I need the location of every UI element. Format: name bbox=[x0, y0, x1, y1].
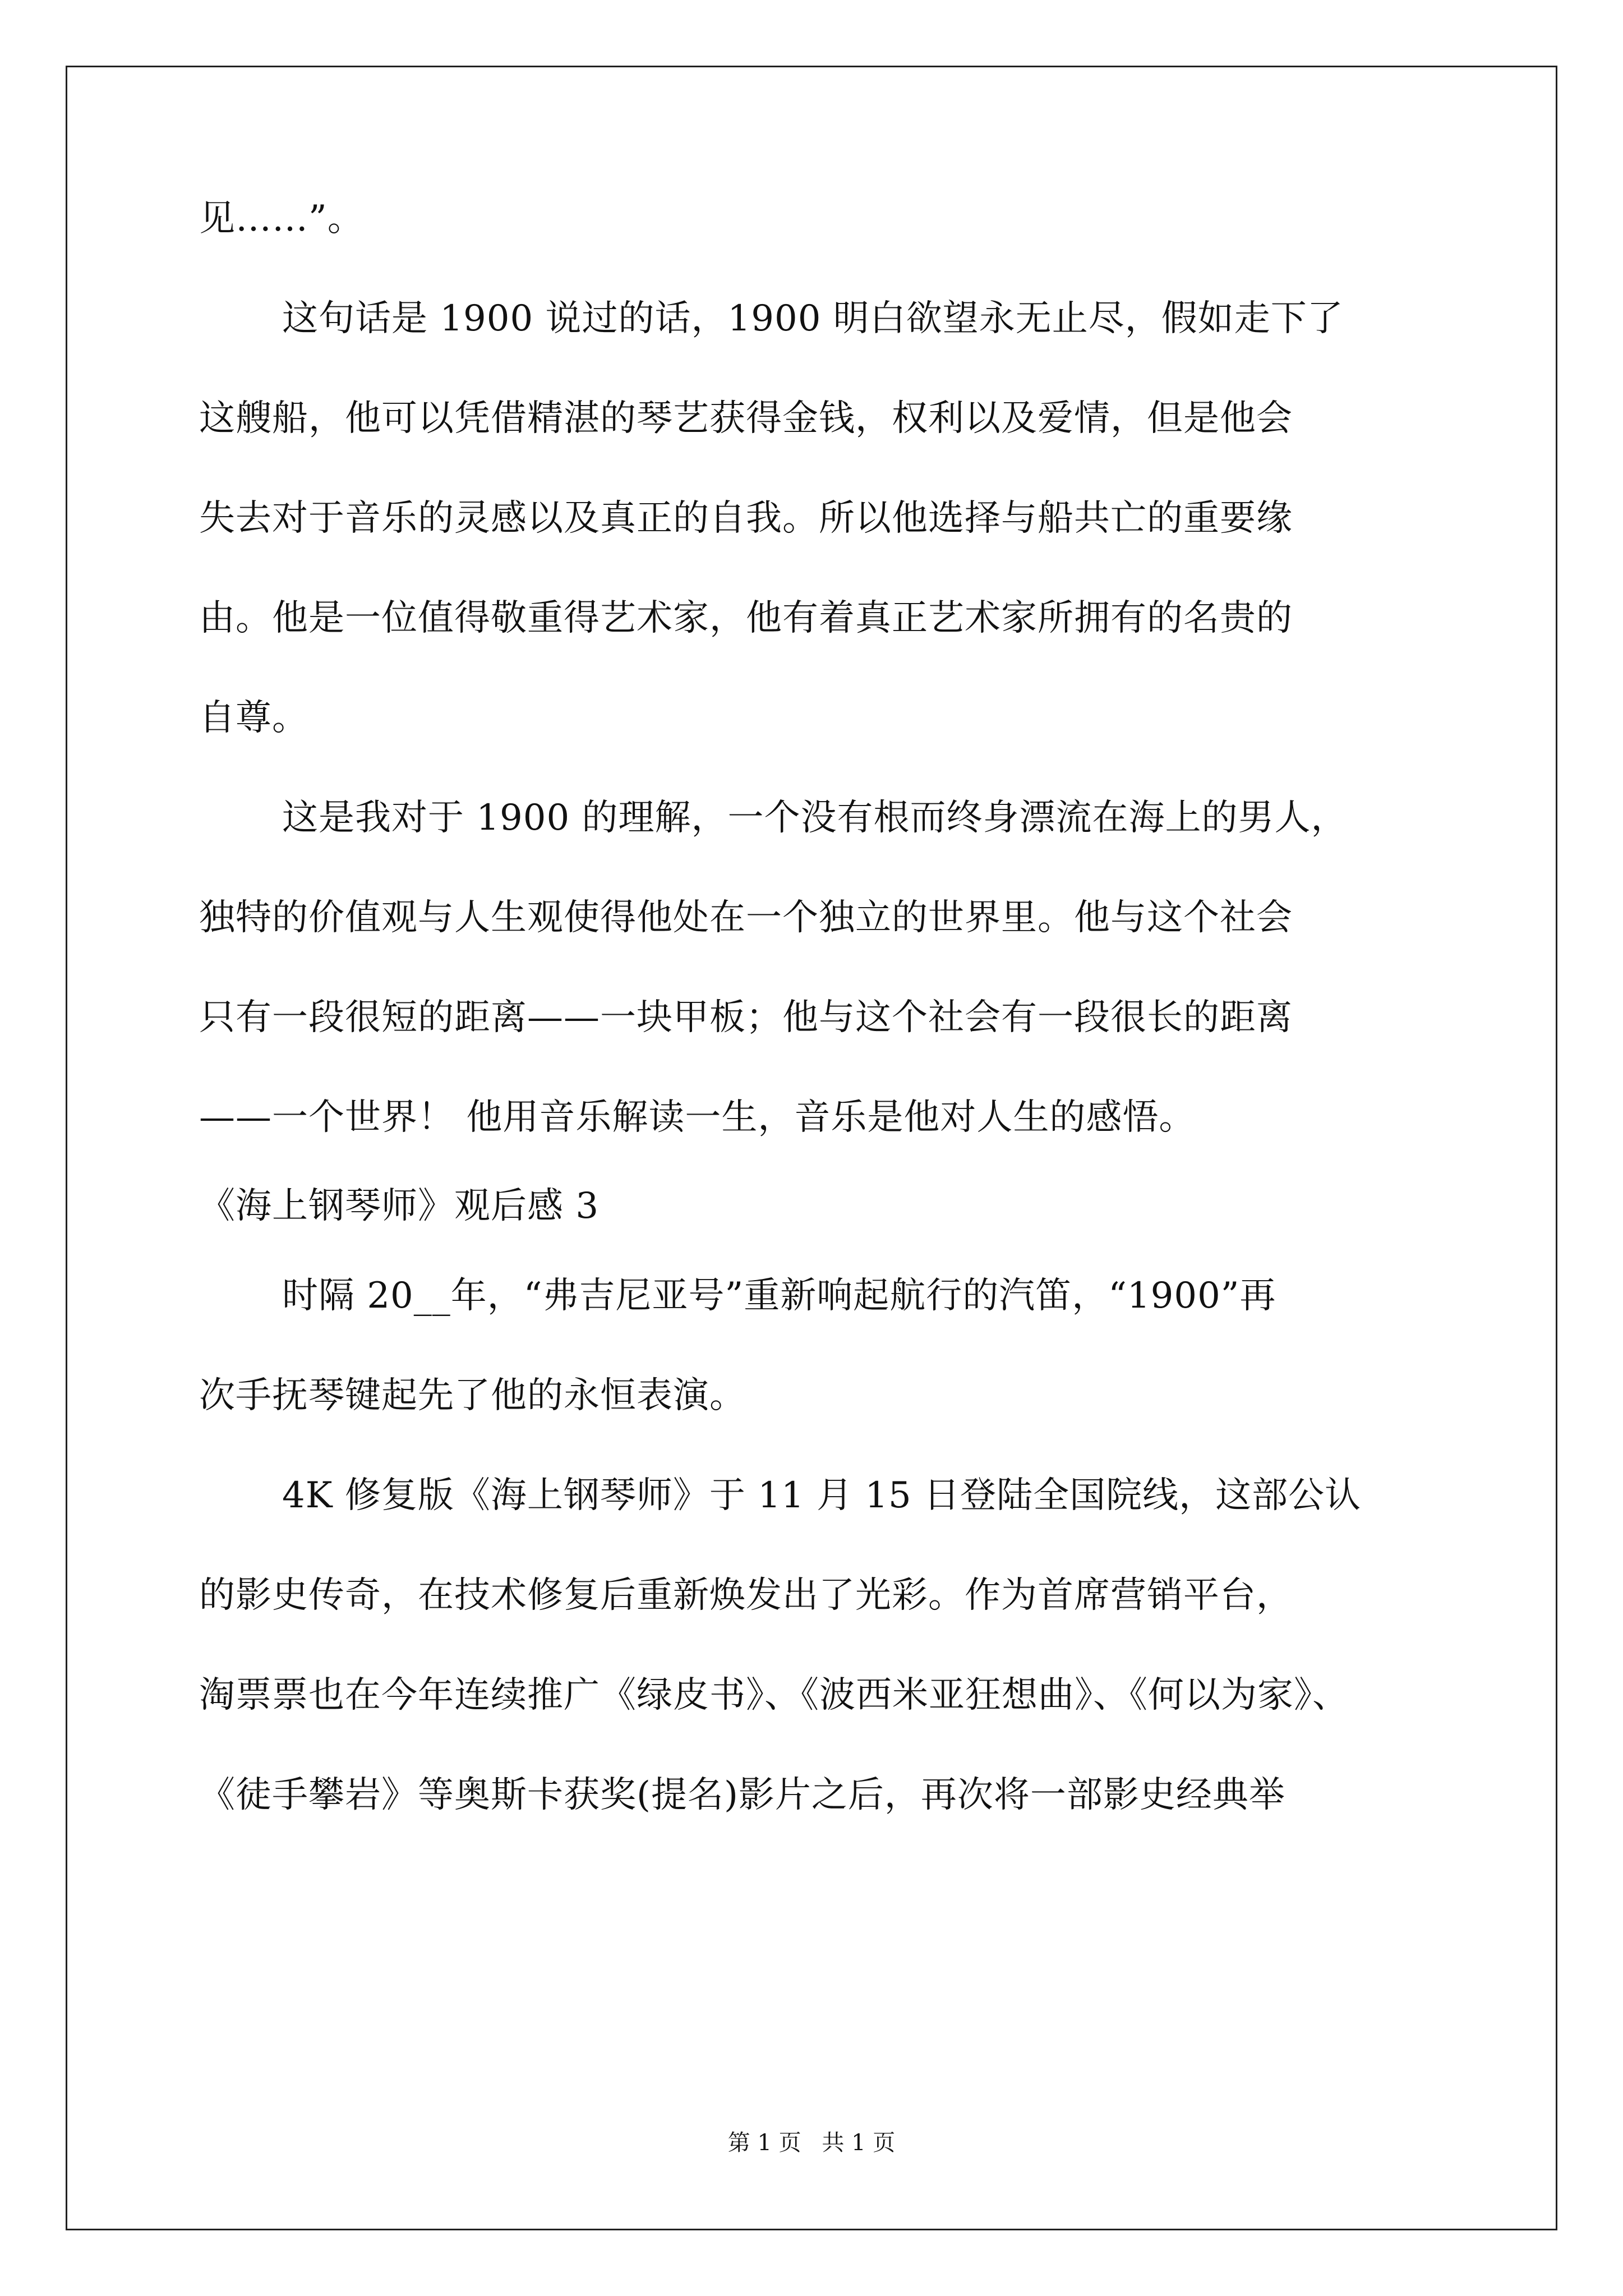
text-line: 这句话是 1900 说过的话，1900 明白欲望永无止尽，假如走下了 bbox=[282, 298, 1344, 339]
text-line: 见……”。 bbox=[199, 198, 364, 240]
text-line: 独特的价值观与人生观使得他处在一个独立的世界里。他与这个社会 bbox=[199, 897, 1293, 938]
text-line: 只有一段很短的距离——一块甲板；他与这个社会有一段很长的距离 bbox=[199, 997, 1293, 1038]
text-line: 这是我对于 1900 的理解，一个没有根而终身漂流在海上的男人， bbox=[282, 797, 1348, 839]
page-number: 第 1 页 bbox=[727, 2130, 801, 2156]
section-heading: 《海上钢琴师》观后感 3 bbox=[199, 1185, 600, 1227]
page-footer bbox=[0, 2126, 1623, 2160]
text-line: ——一个世界！ 他用音乐解读一生，音乐是他对人生的感悟。 bbox=[199, 1097, 1196, 1138]
page-total: 共 1 页 bbox=[822, 2130, 896, 2156]
text-line: 4K 修复版《海上钢琴师》于 11 月 15 日登陆全国院线，这部公认 bbox=[282, 1475, 1362, 1516]
text-line: 这艘船，他可以凭借精湛的琴艺获得金钱，权利以及爱情，但是他会 bbox=[199, 398, 1293, 439]
text-line: 淘票票也在今年连续推广《绿皮书》、《波西米亚狂想曲》、《何以为家》、 bbox=[199, 1674, 1349, 1716]
text-line: 由。他是一位值得敬重得艺术家，他有着真正艺术家所拥有的名贵的 bbox=[199, 597, 1293, 639]
text-line: 的影史传奇，在技术修复后重新焕发出了光彩。作为首席营销平台， bbox=[199, 1575, 1293, 1616]
text-line: 次手抚琴键起先了他的永恒表演。 bbox=[199, 1375, 746, 1416]
text-line: 失去对于音乐的灵感以及真正的自我。所以他选择与船共亡的重要缘 bbox=[199, 498, 1293, 539]
text-line: 《徒手攀岩》等奥斯卡获奖(提名)影片之后，再次将一部影史经典举 bbox=[199, 1774, 1285, 1816]
text-line: 自尊。 bbox=[199, 697, 308, 739]
text-line: 时隔 20__年，“弗吉尼亚号”重新响起航行的汽笛，“1900”再 bbox=[282, 1275, 1276, 1317]
